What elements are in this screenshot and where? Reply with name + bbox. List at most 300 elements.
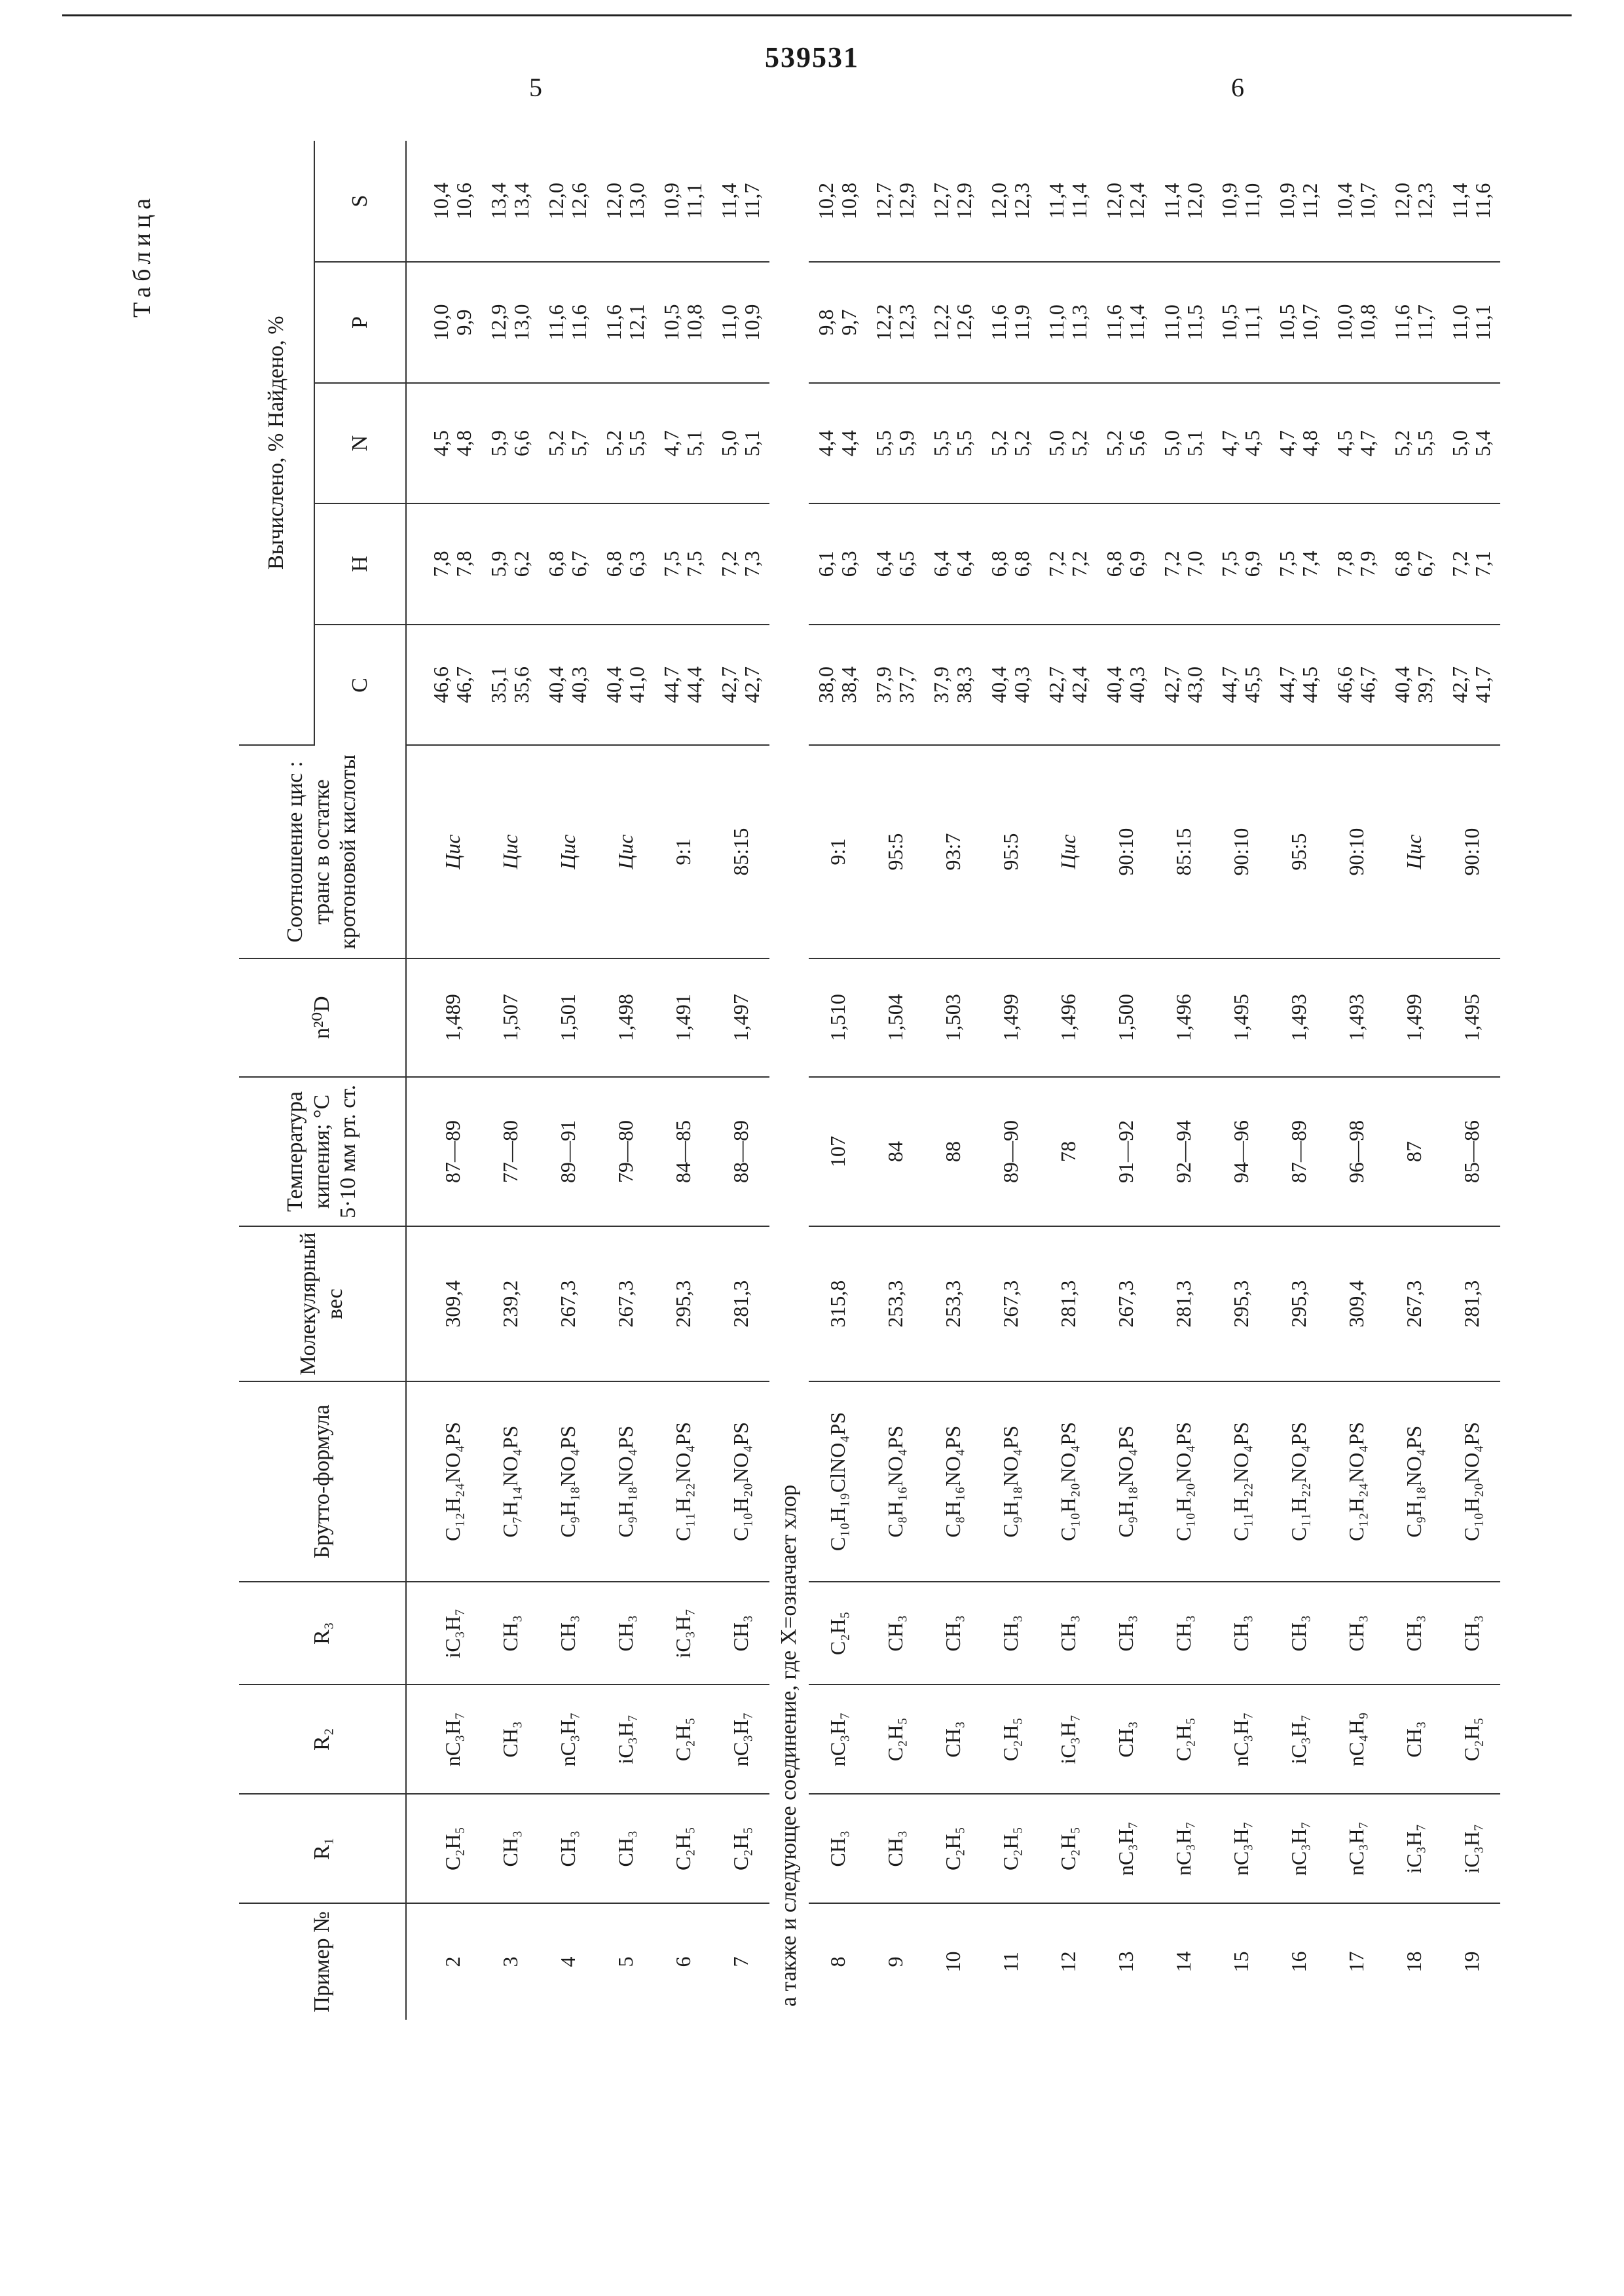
carbon-percent-found: 40,3 xyxy=(1125,666,1149,703)
carbon-percent xyxy=(1154,625,1212,746)
nitrogen-percent-calculated: 5,2 xyxy=(986,430,1010,457)
nitrogen-percent-found: 5,1 xyxy=(740,430,764,457)
cis-trans-ratio: 90:10 xyxy=(1327,745,1385,958)
sulfur-percent-calculated: 13,4 xyxy=(486,183,510,219)
refractive-index: 1,503 xyxy=(924,958,982,1077)
nitrogen-percent xyxy=(982,383,1039,503)
r2-value: iC₃H₇ xyxy=(597,1685,654,1794)
r2-value: CH₃ xyxy=(924,1685,982,1794)
boiling-point: 79—80 xyxy=(597,1077,654,1227)
r2-value: CH₃ xyxy=(1385,1685,1443,1794)
hydrogen-percent xyxy=(809,503,866,624)
gross-formula: C₁₀H₂₀NO₄PS xyxy=(1154,1381,1212,1582)
example-number: 15 xyxy=(1228,1951,1253,1973)
hydrogen-percent xyxy=(406,503,481,624)
sulfur-percent-found: 12,0 xyxy=(1183,183,1206,219)
sulfur-percent xyxy=(809,141,866,262)
nitrogen-percent xyxy=(1443,383,1500,503)
gross-formula: C₁₁H₂₂NO₄PS xyxy=(1270,1381,1327,1582)
hydrogen-percent-calculated: 7,2 xyxy=(716,551,741,577)
gross-formula: C₁₀H₂₀NO₄PS xyxy=(1443,1381,1500,1582)
table-caption: Таблица xyxy=(128,192,156,318)
sulfur-percent xyxy=(539,141,597,262)
hydrogen-percent-found: 6,3 xyxy=(837,551,860,577)
example-number: 19 xyxy=(1459,1951,1483,1973)
phosphorus-percent-found: 11,7 xyxy=(1413,304,1437,340)
r1-value: CH₃ xyxy=(539,1794,597,1903)
phosphorus-percent-calculated: 11,0 xyxy=(1044,304,1068,340)
molecular-weight: 281,3 xyxy=(712,1226,769,1381)
example-number: 16 xyxy=(1286,1951,1310,1973)
phosphorus-percent-calculated: 11,6 xyxy=(1101,304,1126,340)
example-number: 3 xyxy=(498,1956,522,1967)
table-row xyxy=(1327,141,1385,2020)
sulfur-percent-calculated: 11,4 xyxy=(1447,183,1471,219)
phosphorus-percent xyxy=(1385,262,1443,383)
r3-value: CH₃ xyxy=(866,1582,924,1685)
molecular-weight: 295,3 xyxy=(1212,1226,1270,1381)
carbon-percent xyxy=(1039,625,1097,746)
example-number: 6 xyxy=(671,1956,695,1967)
hydrogen-percent xyxy=(539,503,597,624)
gross-formula: C₇H₁₄NO₄PS xyxy=(481,1381,539,1582)
gross-formula: C₉H₁₈NO₄PS xyxy=(1097,1381,1154,1582)
phosphorus-percent-calculated: 12,2 xyxy=(871,304,895,341)
hydrogen-percent-found: 6,7 xyxy=(567,551,591,577)
hydrogen-percent-calculated: 6,4 xyxy=(871,551,895,577)
sulfur-percent-calculated: 12,0 xyxy=(986,183,1010,219)
sulfur-percent-found: 11,2 xyxy=(1298,183,1321,219)
r1-value: CH₃ xyxy=(809,1794,866,1903)
rotated-table-container xyxy=(128,141,1494,2020)
phosphorus-percent-found: 11,1 xyxy=(1240,304,1264,340)
hydrogen-percent-found: 6,2 xyxy=(509,551,533,577)
molecular-weight: 239,2 xyxy=(481,1226,539,1381)
carbon-percent-calculated: 37,9 xyxy=(871,666,895,703)
table-row xyxy=(924,141,982,2020)
boiling-point: 92—94 xyxy=(1154,1077,1212,1227)
sulfur-percent-calculated: 12,7 xyxy=(871,183,895,219)
nitrogen-percent xyxy=(924,383,982,503)
r2-value: CH₃ xyxy=(1097,1685,1154,1794)
molecular-weight: 267,3 xyxy=(1097,1226,1154,1381)
phosphorus-percent-calculated: 10,5 xyxy=(1217,304,1241,341)
r1-value: iC₃H₇ xyxy=(1385,1794,1443,1903)
hydrogen-percent-found: 7,9 xyxy=(1356,551,1379,577)
sulfur-percent-calculated: 12,0 xyxy=(1101,183,1126,219)
nitrogen-percent-found: 4,8 xyxy=(1298,430,1321,457)
sulfur-percent xyxy=(597,141,654,262)
gross-formula: C₉H₁₈NO₄PS xyxy=(982,1381,1039,1582)
phosphorus-percent-calculated: 11,0 xyxy=(716,304,741,340)
phosphorus-percent-found: 10,9 xyxy=(740,304,764,341)
molecular-weight: 295,3 xyxy=(1270,1226,1327,1381)
r3-value: CH₃ xyxy=(924,1582,982,1685)
carbon-percent-calculated: 46,6 xyxy=(428,666,452,703)
table-row xyxy=(481,141,539,2020)
sulfur-percent-calculated: 12,0 xyxy=(544,183,568,219)
hydrogen-percent xyxy=(924,503,982,624)
sulfur-percent-found: 12,3 xyxy=(1010,183,1033,219)
nitrogen-percent-found: 5,1 xyxy=(682,430,706,457)
nitrogen-percent-found: 5,5 xyxy=(625,430,648,457)
nitrogen-percent-calculated: 4,5 xyxy=(1332,430,1356,457)
table-row xyxy=(1097,141,1154,2020)
sulfur-percent xyxy=(1385,141,1443,262)
r3-value: CH₃ xyxy=(1270,1582,1327,1685)
carbon-percent xyxy=(1327,625,1385,746)
r1-value: C₂H₅ xyxy=(982,1794,1039,1903)
r3-value: CH₃ xyxy=(1443,1582,1500,1685)
table-row xyxy=(712,141,769,2020)
carbon-percent-found: 45,5 xyxy=(1240,666,1264,703)
hydrogen-percent-calculated: 6,8 xyxy=(986,551,1010,577)
gross-formula: C₉H₁₈NO₄PS xyxy=(539,1381,597,1582)
phosphorus-percent xyxy=(1270,262,1327,383)
molecular-weight: 253,3 xyxy=(924,1226,982,1381)
gross-formula: C₁₀H₂₀NO₄PS xyxy=(712,1381,769,1582)
refractive-index: 1,500 xyxy=(1097,958,1154,1077)
header-example: Пример № xyxy=(239,1903,406,2020)
molecular-weight: 267,3 xyxy=(539,1226,597,1381)
table-body xyxy=(406,141,1500,2020)
hydrogen-percent-calculated: 7,2 xyxy=(1044,551,1068,577)
example-number: 2 xyxy=(440,1956,464,1967)
header-c: C xyxy=(314,625,406,746)
refractive-index: 1,510 xyxy=(809,958,866,1077)
r1-value: C₂H₅ xyxy=(712,1794,769,1903)
sulfur-percent xyxy=(1327,141,1385,262)
r3-value: CH₃ xyxy=(1039,1582,1097,1685)
nitrogen-percent-found: 6,6 xyxy=(509,430,533,457)
molecular-weight: 315,8 xyxy=(809,1226,866,1381)
page-number-right: 6 xyxy=(1231,73,1244,102)
r3-value: CH₃ xyxy=(1327,1582,1385,1685)
boiling-point: 107 xyxy=(809,1077,866,1227)
cis-trans-ratio: 95:5 xyxy=(866,745,924,958)
carbon-percent xyxy=(1097,625,1154,746)
r3-value: C₂H₅ xyxy=(809,1582,866,1685)
cis-trans-ratio: Цис xyxy=(1039,745,1097,958)
carbon-percent-found: 44,5 xyxy=(1298,666,1321,703)
table-row xyxy=(809,141,866,2020)
table-row xyxy=(982,141,1039,2020)
boiling-point: 89—90 xyxy=(982,1077,1039,1227)
sulfur-percent-found: 11,7 xyxy=(740,183,764,219)
r1-value: nC₃H₇ xyxy=(1327,1794,1385,1903)
sulfur-percent-found: 10,8 xyxy=(837,183,860,219)
hydrogen-percent-found: 7,3 xyxy=(740,551,764,577)
r1-value: CH₃ xyxy=(481,1794,539,1903)
molecular-weight: 267,3 xyxy=(982,1226,1039,1381)
phosphorus-percent xyxy=(712,262,769,383)
header-r3: R₃ xyxy=(239,1582,406,1685)
hydrogen-percent-calculated: 7,5 xyxy=(1217,551,1241,577)
r2-value: iC₃H₇ xyxy=(1270,1685,1327,1794)
r1-value: C₂H₅ xyxy=(406,1794,481,1903)
r3-value: CH₃ xyxy=(1154,1582,1212,1685)
cis-trans-ratio: Цис xyxy=(597,745,654,958)
phosphorus-percent xyxy=(406,262,481,383)
r3-value: CH₃ xyxy=(597,1582,654,1685)
table-row xyxy=(1039,141,1097,2020)
carbon-percent-calculated: 42,7 xyxy=(716,666,741,703)
r3-value: CH₃ xyxy=(539,1582,597,1685)
carbon-percent-calculated: 46,6 xyxy=(1332,666,1356,703)
nitrogen-percent-calculated: 5,5 xyxy=(871,430,895,457)
table-row xyxy=(1212,141,1270,2020)
hydrogen-percent-found: 7,5 xyxy=(682,551,706,577)
hydrogen-percent-calculated: 7,8 xyxy=(428,551,452,577)
nitrogen-percent xyxy=(1154,383,1212,503)
hydrogen-percent-found: 7,2 xyxy=(1067,551,1091,577)
nitrogen-percent-calculated: 5,0 xyxy=(1447,430,1471,457)
boiling-point: 77—80 xyxy=(481,1077,539,1227)
nitrogen-percent xyxy=(1212,383,1270,503)
example-number: 10 xyxy=(940,1951,965,1973)
sulfur-percent xyxy=(924,141,982,262)
hydrogen-percent-found: 6,5 xyxy=(895,551,918,577)
example-number: 11 xyxy=(998,1952,1022,1972)
boiling-point: 88 xyxy=(924,1077,982,1227)
refractive-index: 1,504 xyxy=(866,958,924,1077)
carbon-percent-calculated: 42,7 xyxy=(1159,666,1183,703)
nitrogen-percent-calculated: 5,2 xyxy=(601,430,625,457)
sulfur-percent xyxy=(406,141,481,262)
nitrogen-percent-found: 5,6 xyxy=(1125,430,1149,457)
gross-formula: C₉H₁₈NO₄PS xyxy=(597,1381,654,1582)
phosphorus-percent-found: 11,3 xyxy=(1067,304,1091,340)
carbon-percent xyxy=(597,625,654,746)
header-s: S xyxy=(314,141,406,262)
carbon-percent xyxy=(1212,625,1270,746)
carbon-percent-found: 42,4 xyxy=(1067,666,1091,703)
sulfur-percent-calculated: 11,4 xyxy=(716,183,741,219)
table-row xyxy=(539,141,597,2020)
boiling-point: 84 xyxy=(866,1077,924,1227)
r2-value: nC₃H₇ xyxy=(406,1685,481,1794)
carbon-percent-calculated: 40,4 xyxy=(1101,666,1126,703)
carbon-percent-found: 40,3 xyxy=(567,666,591,703)
refractive-index: 1,493 xyxy=(1270,958,1327,1077)
hydrogen-percent-calculated: 7,5 xyxy=(1274,551,1299,577)
hydrogen-percent xyxy=(654,503,712,624)
phosphorus-percent-calculated: 11,0 xyxy=(1447,304,1471,340)
cis-trans-ratio: Цис xyxy=(406,745,481,958)
cis-trans-ratio: 90:10 xyxy=(1212,745,1270,958)
cis-trans-ratio: 9:1 xyxy=(809,745,866,958)
nitrogen-percent-calculated: 5,2 xyxy=(544,430,568,457)
sulfur-percent xyxy=(982,141,1039,262)
sulfur-percent xyxy=(866,141,924,262)
phosphorus-percent-calculated: 11,6 xyxy=(544,304,568,340)
phosphorus-percent xyxy=(1097,262,1154,383)
carbon-percent-found: 46,7 xyxy=(1356,666,1379,703)
nitrogen-percent xyxy=(1039,383,1097,503)
example-number: 17 xyxy=(1344,1951,1368,1973)
boiling-point: 96—98 xyxy=(1327,1077,1385,1227)
header-mol-weight: Молекулярный вес xyxy=(239,1226,406,1381)
phosphorus-percent-calculated: 10,5 xyxy=(659,304,683,341)
molecular-weight: 281,3 xyxy=(1443,1226,1500,1381)
hydrogen-percent xyxy=(1212,503,1270,624)
nitrogen-percent-found: 4,4 xyxy=(837,430,860,457)
example-number: 4 xyxy=(555,1956,580,1967)
sulfur-percent-found: 12,6 xyxy=(567,183,591,219)
header-formula: Брутто-формула xyxy=(239,1381,406,1582)
boiling-point: 85—86 xyxy=(1443,1077,1500,1227)
sulfur-percent-found: 13,4 xyxy=(509,183,533,219)
nitrogen-percent-found: 5,2 xyxy=(1010,430,1033,457)
nitrogen-percent-found: 4,7 xyxy=(1356,430,1379,457)
hydrogen-percent-calculated: 7,2 xyxy=(1447,551,1471,577)
table-row xyxy=(597,141,654,2020)
phosphorus-percent xyxy=(1327,262,1385,383)
phosphorus-percent xyxy=(982,262,1039,383)
cis-trans-ratio: 9:1 xyxy=(654,745,712,958)
r2-value: iC₃H₇ xyxy=(1039,1685,1097,1794)
hydrogen-percent-found: 7,4 xyxy=(1298,551,1321,577)
carbon-percent xyxy=(481,625,539,746)
refractive-index: 1,496 xyxy=(1039,958,1097,1077)
phosphorus-percent xyxy=(1154,262,1212,383)
cis-trans-ratio: Цис xyxy=(481,745,539,958)
boiling-point: 91—92 xyxy=(1097,1077,1154,1227)
nitrogen-percent xyxy=(1097,383,1154,503)
r2-value: C₂H₅ xyxy=(982,1685,1039,1794)
hydrogen-percent xyxy=(1443,503,1500,624)
phosphorus-percent xyxy=(924,262,982,383)
molecular-weight: 267,3 xyxy=(597,1226,654,1381)
gross-formula: C₁₀H₁₉ClNO₄PS xyxy=(809,1381,866,1582)
phosphorus-percent-calculated: 12,9 xyxy=(486,304,510,341)
phosphorus-percent xyxy=(1443,262,1500,383)
sulfur-percent-found: 13,0 xyxy=(625,183,648,219)
phosphorus-percent-found: 12,1 xyxy=(625,304,648,341)
r2-value: C₂H₅ xyxy=(1154,1685,1212,1794)
r3-value: CH₃ xyxy=(982,1582,1039,1685)
molecular-weight: 281,3 xyxy=(1154,1226,1212,1381)
carbon-percent-found: 44,4 xyxy=(682,666,706,703)
sulfur-percent xyxy=(1097,141,1154,262)
phosphorus-percent xyxy=(1039,262,1097,383)
phosphorus-percent xyxy=(654,262,712,383)
table-note: а также и следующее соединение, где X=означает хлор xyxy=(777,1484,801,2007)
carbon-percent xyxy=(866,625,924,746)
carbon-percent xyxy=(809,625,866,746)
phosphorus-percent-calculated: 10,0 xyxy=(1332,304,1356,341)
cis-trans-ratio: 93:7 xyxy=(924,745,982,958)
hydrogen-percent-found: 7,8 xyxy=(452,551,475,577)
nitrogen-percent-found: 5,1 xyxy=(1183,430,1206,457)
carbon-percent-calculated: 37,9 xyxy=(929,666,953,703)
patent-number: 539531 xyxy=(765,41,859,73)
sulfur-percent-found: 11,4 xyxy=(1067,183,1091,219)
header-n: N xyxy=(314,383,406,503)
boiling-point: 87 xyxy=(1385,1077,1443,1227)
hydrogen-percent-found: 6,4 xyxy=(952,551,976,577)
header-p: P xyxy=(314,262,406,383)
hydrogen-percent-calculated: 7,2 xyxy=(1159,551,1183,577)
example-number: 14 xyxy=(1171,1951,1195,1973)
sulfur-percent-calculated: 10,9 xyxy=(1274,183,1299,219)
header-calc-found: Вычислено, % Найдено, % xyxy=(239,141,314,745)
carbon-percent-calculated: 40,4 xyxy=(601,666,625,703)
phosphorus-percent-found: 12,3 xyxy=(895,304,918,341)
phosphorus-percent-calculated: 9,8 xyxy=(813,309,838,336)
header-boiling-point: Температура кипения; °С 5·10 мм рт. ст. xyxy=(239,1077,406,1227)
r2-value: nC₃H₇ xyxy=(1212,1685,1270,1794)
boiling-point: 94—96 xyxy=(1212,1077,1270,1227)
boiling-point: 84—85 xyxy=(654,1077,712,1227)
hydrogen-percent-calculated: 6,8 xyxy=(601,551,625,577)
nitrogen-percent xyxy=(539,383,597,503)
carbon-percent-found: 38,3 xyxy=(952,666,976,703)
gross-formula: C₁₀H₂₀NO₄PS xyxy=(1039,1381,1097,1582)
example-number: 7 xyxy=(728,1956,752,1967)
phosphorus-percent-calculated: 11,0 xyxy=(1159,304,1183,340)
carbon-percent-found: 37,7 xyxy=(895,666,918,703)
table-row xyxy=(1270,141,1327,2020)
nitrogen-percent-calculated: 5,5 xyxy=(929,430,953,457)
hydrogen-percent xyxy=(481,503,539,624)
sulfur-percent-calculated: 12,7 xyxy=(929,183,953,219)
cis-trans-ratio: 95:5 xyxy=(982,745,1039,958)
gross-formula: C₁₂H₂₄NO₄PS xyxy=(1327,1381,1385,1582)
nitrogen-percent-calculated: 4,4 xyxy=(813,430,838,457)
refractive-index: 1,498 xyxy=(597,958,654,1077)
hydrogen-percent-calculated: 6,1 xyxy=(813,551,838,577)
r2-value: CH₃ xyxy=(481,1685,539,1794)
r2-value: nC₃H₇ xyxy=(712,1685,769,1794)
hydrogen-percent xyxy=(1385,503,1443,624)
nitrogen-percent xyxy=(654,383,712,503)
example-number: 12 xyxy=(1056,1951,1080,1973)
nitrogen-percent xyxy=(866,383,924,503)
carbon-percent-found: 46,7 xyxy=(452,666,475,703)
example-number: 18 xyxy=(1401,1951,1426,1973)
r1-value: nC₃H₇ xyxy=(1097,1794,1154,1903)
hydrogen-percent-found: 6,8 xyxy=(1010,551,1033,577)
molecular-weight: 309,4 xyxy=(406,1226,481,1381)
gross-formula: C₈H₁₆NO₄PS xyxy=(866,1381,924,1582)
nitrogen-percent xyxy=(809,383,866,503)
phosphorus-percent-calculated: 11,6 xyxy=(1390,304,1414,340)
sulfur-percent-found: 10,7 xyxy=(1356,183,1379,219)
hydrogen-percent-calculated: 7,5 xyxy=(659,551,683,577)
nitrogen-percent xyxy=(597,383,654,503)
r2-value: nC₃H₇ xyxy=(539,1685,597,1794)
gross-formula: C₁₁H₂₂NO₄PS xyxy=(654,1381,712,1582)
molecular-weight: 253,3 xyxy=(866,1226,924,1381)
cis-trans-ratio: 90:10 xyxy=(1443,745,1500,958)
phosphorus-percent-found: 12,6 xyxy=(952,304,976,341)
refractive-index: 1,495 xyxy=(1212,958,1270,1077)
refractive-index: 1,495 xyxy=(1443,958,1500,1077)
header-h: H xyxy=(314,503,406,624)
header-r2: R₂ xyxy=(239,1685,406,1794)
carbon-percent-found: 40,3 xyxy=(1010,666,1033,703)
r2-value: C₂H₅ xyxy=(866,1685,924,1794)
r3-value: CH₃ xyxy=(1385,1582,1443,1685)
carbon-percent-calculated: 42,7 xyxy=(1447,666,1471,703)
r1-value: iC₃H₇ xyxy=(1443,1794,1500,1903)
boiling-point: 78 xyxy=(1039,1077,1097,1227)
refractive-index: 1,501 xyxy=(539,958,597,1077)
r3-value: CH₃ xyxy=(1097,1582,1154,1685)
hydrogen-percent xyxy=(597,503,654,624)
table-row xyxy=(866,141,924,2020)
